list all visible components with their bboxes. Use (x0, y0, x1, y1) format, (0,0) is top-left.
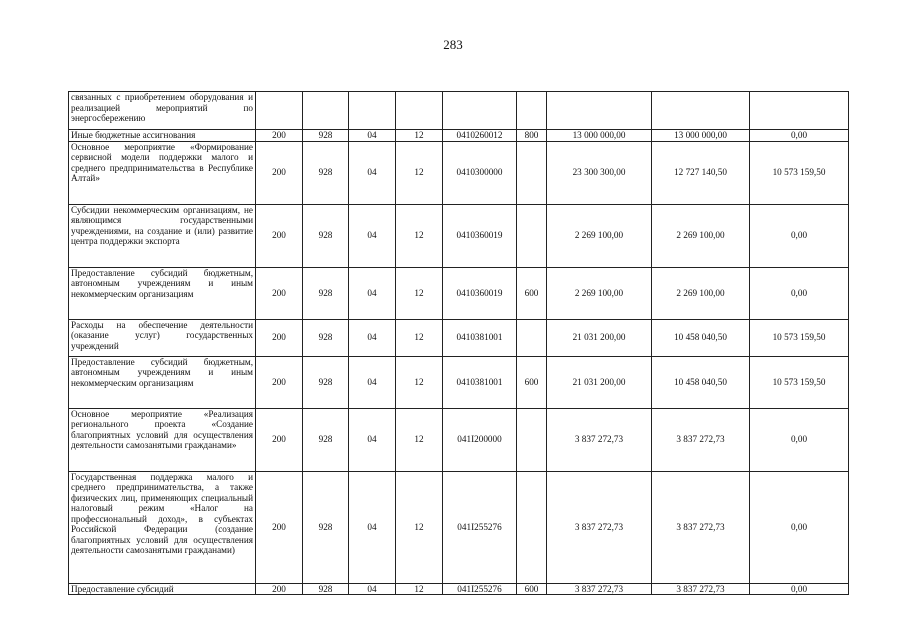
cell-col9: 0,00 (750, 204, 849, 267)
cell-col6 (517, 204, 547, 267)
cell-col4: 12 (396, 356, 443, 408)
cell-col7: 2 269 100,00 (547, 267, 652, 319)
cell-col5: 0410260012 (443, 130, 517, 142)
row-name-cell: Предоставление субсидий (69, 583, 256, 595)
table-row (69, 583, 849, 595)
cell-col9: 10 573 159,50 (750, 319, 849, 356)
cell-col1: 200 (256, 583, 303, 595)
cell-col6: 600 (517, 267, 547, 319)
cell-col3 (349, 92, 396, 130)
cell-col6: 600 (517, 356, 547, 408)
cell-col6 (517, 471, 547, 583)
cell-col1 (256, 92, 303, 130)
cell-col7: 3 837 272,73 (547, 408, 652, 471)
row-name-cell: Расходы на обеспечение деятельности (оказание услуг) государственных учреждений (69, 319, 256, 356)
cell-col2: 928 (303, 408, 349, 471)
cell-col1: 200 (256, 319, 303, 356)
cell-col2: 928 (303, 583, 349, 595)
cell-col5: 0410360019 (443, 204, 517, 267)
cell-col4: 12 (396, 141, 443, 204)
cell-col4: 12 (396, 408, 443, 471)
cell-col9 (750, 92, 849, 130)
cell-col7 (547, 92, 652, 130)
cell-col2: 928 (303, 319, 349, 356)
cell-col1: 200 (256, 267, 303, 319)
table-row (69, 130, 849, 142)
cell-col5: 041I255276 (443, 471, 517, 583)
cell-col9: 0,00 (750, 130, 849, 142)
table-row (69, 408, 849, 471)
cell-col2: 928 (303, 267, 349, 319)
cell-col3: 04 (349, 583, 396, 595)
cell-col4: 12 (396, 130, 443, 142)
cell-col9: 10 573 159,50 (750, 141, 849, 204)
cell-col8: 3 837 272,73 (652, 583, 750, 595)
cell-col7: 3 837 272,73 (547, 471, 652, 583)
cell-col3: 04 (349, 471, 396, 583)
cell-col4: 12 (396, 319, 443, 356)
cell-col3: 04 (349, 130, 396, 142)
cell-col6 (517, 319, 547, 356)
cell-col2: 928 (303, 471, 349, 583)
cell-col8: 13 000 000,00 (652, 130, 750, 142)
row-name-cell: Предоставление субсидий бюджетным, автономным учреждениям и иным некоммерческим организациям (69, 356, 256, 408)
cell-col1: 200 (256, 408, 303, 471)
cell-col8: 2 269 100,00 (652, 267, 750, 319)
cell-col8 (652, 92, 750, 130)
cell-col1: 200 (256, 141, 303, 204)
cell-col1: 200 (256, 130, 303, 142)
cell-col8: 10 458 040,50 (652, 319, 750, 356)
cell-col6 (517, 141, 547, 204)
cell-col7: 2 269 100,00 (547, 204, 652, 267)
cell-col7: 23 300 300,00 (547, 141, 652, 204)
cell-col6 (517, 92, 547, 130)
cell-col5 (443, 92, 517, 130)
cell-col3: 04 (349, 204, 396, 267)
cell-col8: 2 269 100,00 (652, 204, 750, 267)
cell-col3: 04 (349, 356, 396, 408)
cell-col5: 0410300000 (443, 141, 517, 204)
table-row (69, 319, 849, 356)
cell-col5: 041I255276 (443, 583, 517, 595)
cell-col9: 0,00 (750, 267, 849, 319)
cell-col2 (303, 92, 349, 130)
cell-col7: 13 000 000,00 (547, 130, 652, 142)
cell-col7: 21 031 200,00 (547, 319, 652, 356)
cell-col8: 3 837 272,73 (652, 408, 750, 471)
cell-col1: 200 (256, 356, 303, 408)
cell-col3: 04 (349, 408, 396, 471)
table-row (69, 204, 849, 267)
cell-col4 (396, 92, 443, 130)
cell-col5: 0410381001 (443, 356, 517, 408)
cell-col9: 0,00 (750, 583, 849, 595)
cell-col8: 12 727 140,50 (652, 141, 750, 204)
cell-col6 (517, 408, 547, 471)
cell-col2: 928 (303, 130, 349, 142)
table-row (69, 92, 849, 130)
table-row (69, 356, 849, 408)
cell-col3: 04 (349, 319, 396, 356)
cell-col2: 928 (303, 141, 349, 204)
row-name-cell: Государственная поддержка малого и среднего предпринимательства, а также физических лиц, применяющих специальный налоговый режим «Налог на профессиональный доход», в субъектах Российской Федерации (создание благоприятных условий для осуществления деятельности самозанятыми гражданами) (69, 471, 256, 583)
cell-col4: 12 (396, 267, 443, 319)
row-name-cell: Основное мероприятие «Реализация регионального проекта «Создание благоприятных условий для осуществления деятельности самозанятыми гражданами» (69, 408, 256, 471)
cell-col3: 04 (349, 141, 396, 204)
cell-col4: 12 (396, 471, 443, 583)
cell-col8: 3 837 272,73 (652, 471, 750, 583)
cell-col8: 10 458 040,50 (652, 356, 750, 408)
cell-col6: 800 (517, 130, 547, 142)
cell-col1: 200 (256, 204, 303, 267)
table-row (69, 267, 849, 319)
table-row (69, 141, 849, 204)
table-row (69, 471, 849, 583)
cell-col9: 0,00 (750, 471, 849, 583)
cell-col5: 0410381001 (443, 319, 517, 356)
row-name-cell: Субсидии некоммерческим организациям, не являющимся государственными учреждениями, на создание и (или) развитие центра поддержки экспорта (69, 204, 256, 267)
row-name-cell: Предоставление субсидий бюджетным, автономным учреждениям и иным некоммерческим организациям (69, 267, 256, 319)
row-name-cell: Иные бюджетные ассигнования (69, 130, 256, 142)
cell-col6: 600 (517, 583, 547, 595)
cell-col5: 0410360019 (443, 267, 517, 319)
cell-col4: 12 (396, 204, 443, 267)
cell-col2: 928 (303, 204, 349, 267)
row-name-cell: связанных с приобретением оборудования и реализацией мероприятий по энергосбережению (69, 92, 256, 130)
cell-col4: 12 (396, 583, 443, 595)
cell-col9: 0,00 (750, 408, 849, 471)
cell-col3: 04 (349, 267, 396, 319)
page-number: 283 (443, 37, 463, 52)
cell-col7: 21 031 200,00 (547, 356, 652, 408)
cell-col7: 3 837 272,73 (547, 583, 652, 595)
cell-col2: 928 (303, 356, 349, 408)
budget-table (68, 91, 849, 595)
row-name-cell: Основное мероприятие «Формирование сервисной модели поддержки малого и среднего предпринимательства в Республике Алтай» (69, 141, 256, 204)
cell-col1: 200 (256, 471, 303, 583)
cell-col5: 041I200000 (443, 408, 517, 471)
cell-col9: 10 573 159,50 (750, 356, 849, 408)
